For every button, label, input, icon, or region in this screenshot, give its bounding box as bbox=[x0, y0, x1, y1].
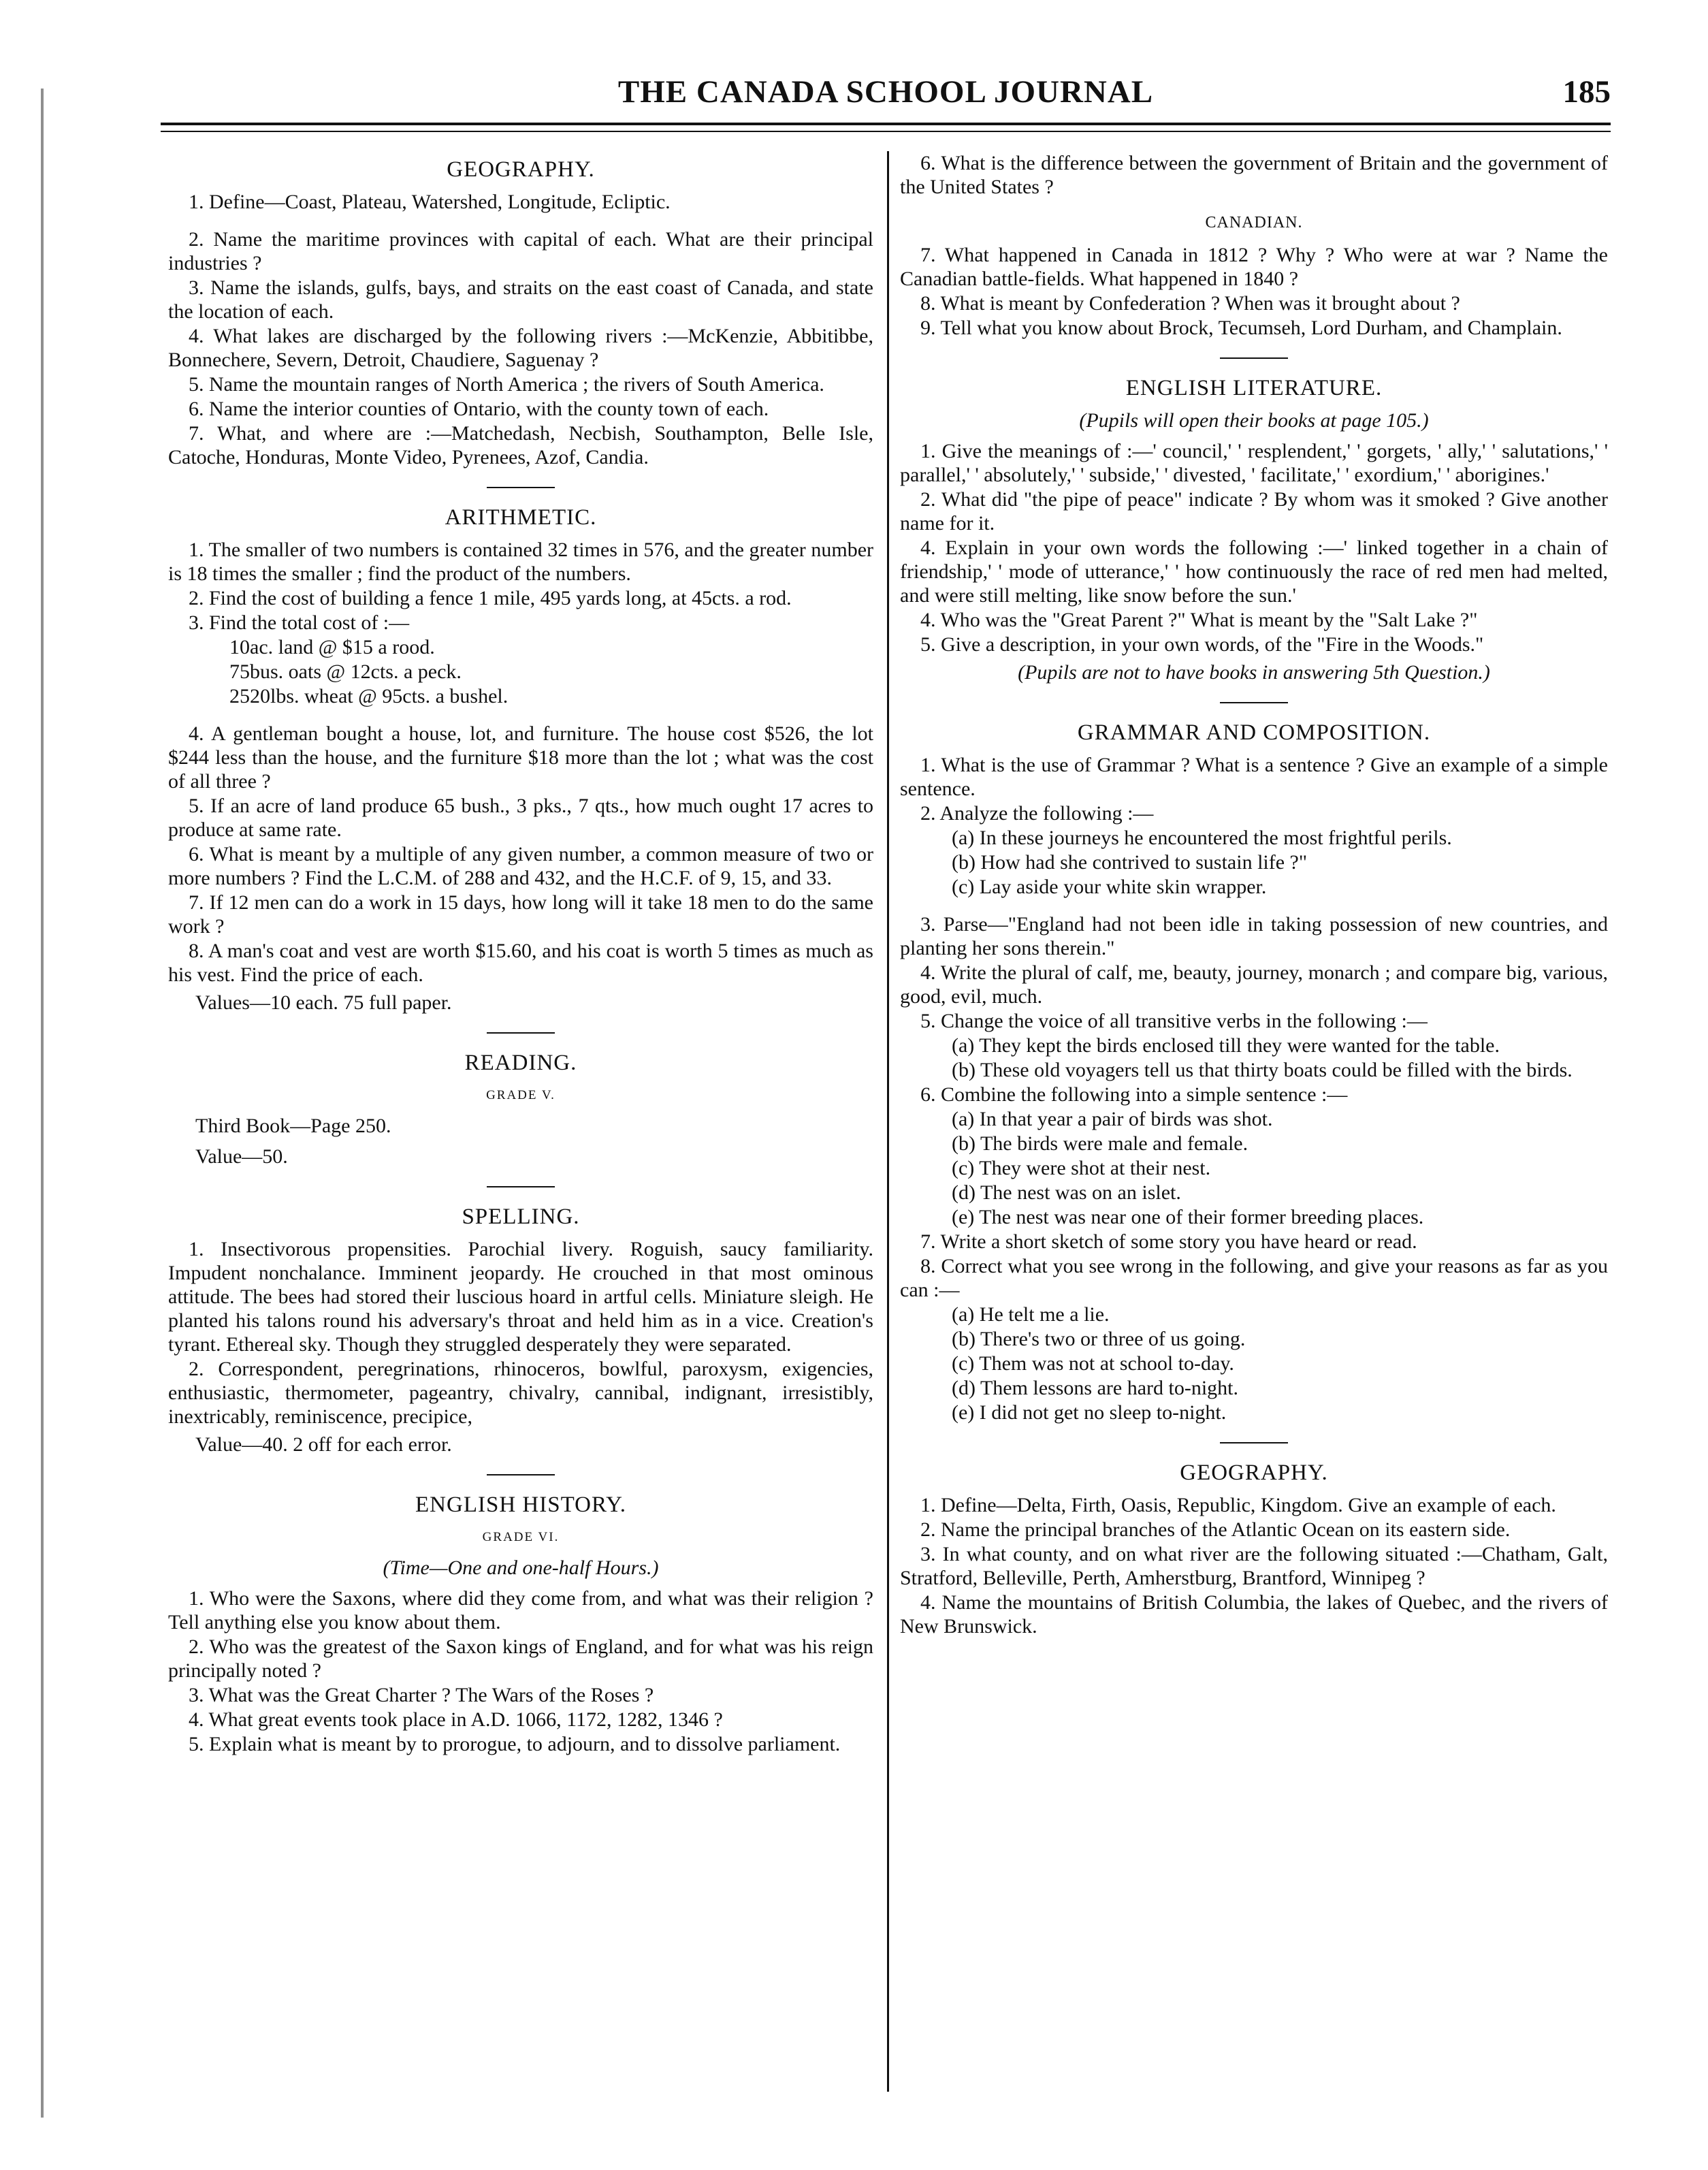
literature-note: (Pupils will open their books at page 105.) bbox=[1079, 409, 1429, 432]
section-heading-spelling: SPELLING. bbox=[462, 1204, 580, 1229]
page-header bbox=[161, 74, 1611, 114]
question: 1. The smaller of two numbers is contained 32 times in 576, and the greater number is 18 times the smaller ; find the product of the numbers. bbox=[168, 539, 873, 585]
header-rule-thin bbox=[161, 131, 1611, 132]
question: 1. What is the use of Grammar ? What is a sentence ? Give an example of a simple sentence. bbox=[900, 754, 1608, 800]
question: 2. Name the principal branches of the Atlantic Ocean on its eastern side. bbox=[920, 1518, 1511, 1541]
question: 3. In what county, and on what river are the following situated :—Chatham, Galt, Stratford, Belleville, Perth, Amherstburg, Brantford, Winnipeg ? bbox=[900, 1543, 1608, 1589]
question: 4. A gentleman bought a house, lot, and furniture. The house cost $526, the lot $244 less than the house, and the furniture $18 more than the lot ; what was the cost of all three ? bbox=[168, 722, 873, 793]
left-column bbox=[168, 151, 873, 1757]
section-heading-reading: READING. bbox=[464, 1051, 577, 1075]
sub-item: (b) There's two or three of us going. bbox=[952, 1328, 1246, 1350]
question: 2. Name the maritime provinces with capital of each. What are their principal industries ? bbox=[168, 228, 873, 274]
question: 7. If 12 men can do a work in 15 days, how long will it take 18 men to do the same work ? bbox=[168, 891, 873, 938]
spelling-words: 2. Correspondent, peregrinations, rhinoceros, bowlful, paroxysm, exigencies, enthusiastic, thermometer, pageantry, chivalry, cannibal, indignant, irresistibly, inextricably, reminiscence, precipice, bbox=[168, 1358, 873, 1428]
section-divider bbox=[487, 487, 555, 488]
sub-item: (a) They kept the birds enclosed till they were wanted for the table. bbox=[952, 1034, 1500, 1057]
section-divider bbox=[1220, 1442, 1288, 1443]
section-divider bbox=[487, 1474, 555, 1475]
section-heading-arithmetic: ARITHMETIC. bbox=[445, 505, 597, 530]
sub-item: (e) I did not get no sleep to-night. bbox=[952, 1401, 1227, 1424]
question: 5. Change the voice of all transitive verbs in the following :— bbox=[920, 1010, 1428, 1032]
question: 1. Define—Coast, Plateau, Watershed, Longitude, Ecliptic. bbox=[189, 191, 671, 213]
question: 6. Name the interior counties of Ontario, with the county town of each. bbox=[189, 398, 769, 420]
grade-label: GRADE V. bbox=[486, 1088, 555, 1102]
question: 4. Explain in your own words the following :—' linked together in a chain of friendship,' ' mode of utterance,' ' how continuously the race of red men had melted, and were still melting, like snow before the sun.' bbox=[900, 537, 1608, 607]
reading-book: Third Book—Page 250. bbox=[195, 1115, 391, 1137]
sub-item: (a) He telt me a lie. bbox=[952, 1303, 1110, 1326]
journal-title: THE CANADA SCHOOL JOURNAL bbox=[617, 74, 1154, 110]
section-heading-english-history: ENGLISH HISTORY. bbox=[415, 1493, 626, 1517]
section-divider bbox=[487, 1186, 555, 1187]
question: 5. Name the mountain ranges of North America ; the rivers of South America. bbox=[189, 373, 824, 396]
section-heading-english-literature: ENGLISH LITERATURE. bbox=[1125, 376, 1383, 400]
section-heading-canadian: CANADIAN. bbox=[1205, 214, 1303, 232]
question: 6. Combine the following into a simple sentence :— bbox=[920, 1083, 1348, 1106]
question: 4. Write the plural of calf, me, beauty, journey, monarch ; and compare big, various, good, evil, much. bbox=[900, 961, 1608, 1008]
binding-edge-mark bbox=[41, 89, 44, 2118]
question: 8. What is meant by Confederation ? When was it brought about ? bbox=[920, 292, 1460, 315]
question: 5. Explain what is meant by to prorogue, to adjourn, and to dissolve parliament. bbox=[189, 1733, 841, 1755]
question: 8. Correct what you see wrong in the following, and give your reasons as far as you can :— bbox=[900, 1255, 1608, 1301]
cost-line: 75bus. oats @ 12cts. a peck. bbox=[229, 660, 462, 683]
section-heading-geography-2: GEOGRAPHY. bbox=[1180, 1461, 1328, 1485]
question: 3. What was the Great Charter ? The Wars of the Roses ? bbox=[189, 1684, 654, 1706]
column-divider bbox=[887, 151, 889, 2092]
time-note: (Time—One and one-half Hours.) bbox=[383, 1557, 659, 1579]
question: 8. A man's coat and vest are worth $15.60, and his coat is worth 5 times as much as his vest. Find the price of each. bbox=[168, 940, 873, 986]
sub-item: (d) Them lessons are hard to-night. bbox=[952, 1377, 1239, 1399]
question: 2. Who was the greatest of the Saxon kings of England, and for what was his reign principally noted ? bbox=[168, 1636, 873, 1682]
spelling-value: Value—40. 2 off for each error. bbox=[195, 1433, 452, 1456]
sub-item: (b) These old voyagers tell us that thirty boats could be filled with the birds. bbox=[952, 1059, 1573, 1081]
question: 1. Who were the Saxons, where did they come from, and what was their religion ? Tell anything else you know about them. bbox=[168, 1587, 873, 1633]
question: 7. What happened in Canada in 1812 ? Why ? Who were at war ? Name the Canadian battle-fields. What happened in 1840 ? bbox=[900, 244, 1608, 290]
question: 4. Name the mountains of British Columbia, the lakes of Quebec, and the rivers of New Brunswick. bbox=[900, 1591, 1608, 1638]
question: 3. Parse—"England had not been idle in taking possession of new countries, and planting her sons therein." bbox=[900, 913, 1608, 959]
literature-note-2: (Pupils are not to have books in answering 5th Question.) bbox=[1018, 661, 1490, 684]
question: 1. Give the meanings of :—' council,' ' resplendent,' ' gorgets, ' ally,' ' salutations,' ' parallel,' ' absolutely,' ' subside,' ' divested, ' facilitate,' ' exordium,' ' aborigines.' bbox=[900, 440, 1608, 486]
section-heading-grammar: GRAMMAR AND COMPOSITION. bbox=[1077, 720, 1431, 745]
question: 7. What, and where are :—Matchedash, Necbish, Southampton, Belle Isle, Catoche, Honduras, Monte Video, Pyrenees, Azof, Candia. bbox=[168, 422, 873, 468]
question: 2. What did "the pipe of peace" indicate ? By whom was it smoked ? Give another name for it. bbox=[900, 488, 1608, 534]
question: 7. Write a short sketch of some story you have heard or read. bbox=[920, 1230, 1417, 1253]
question: 1. Define—Delta, Firth, Oasis, Republic, Kingdom. Give an example of each. bbox=[920, 1494, 1556, 1516]
question: 2. Analyze the following :— bbox=[920, 802, 1154, 825]
sub-item: (e) The nest was near one of their former breeding places. bbox=[952, 1206, 1424, 1228]
question: 5. If an acre of land produce 65 bush., 3 pks., 7 qts., how much ought 17 acres to produce at same rate. bbox=[168, 795, 873, 841]
question: 6. What is the difference between the government of Britain and the government of the United States ? bbox=[900, 152, 1608, 198]
question: 2. Find the cost of building a fence 1 mile, 495 yards long, at 45cts. a rod. bbox=[189, 587, 792, 609]
section-divider bbox=[1220, 357, 1288, 359]
cost-line: 10ac. land @ $15 a rood. bbox=[229, 636, 435, 658]
sub-item: (b) How had she contrived to sustain life ?" bbox=[952, 851, 1308, 874]
question: 4. Who was the "Great Parent ?" What is meant by the "Salt Lake ?" bbox=[920, 609, 1478, 631]
sub-item: (b) The birds were male and female. bbox=[952, 1132, 1248, 1155]
grade-label: GRADE VI. bbox=[482, 1530, 560, 1544]
cost-line: 2520lbs. wheat @ 95cts. a bushel. bbox=[229, 685, 509, 707]
question: 4. What lakes are discharged by the following rivers :—McKenzie, Abbitibbe, Bonnechere, Severn, Detroit, Chaudiere, Saguenay ? bbox=[168, 325, 873, 371]
section-divider bbox=[487, 1032, 555, 1034]
page-number: 185 bbox=[1562, 74, 1611, 110]
spelling-passage: 1. Insectivorous propensities. Parochial livery. Roguish, saucy familiarity. Impudent nonchalance. Imminent jeopardy. He crouched in that most ominous attitude. The bees had stored their luscious hoard in artful cells. Miniature sleigh. He planted his talons round his adversary's throat and held him as in a vice. Creation's tyrant. Ethereal sky. Though they struggled desperately they were separated. bbox=[168, 1238, 873, 1356]
sub-item: (c) Lay aside your white skin wrapper. bbox=[952, 876, 1267, 898]
question: 5. Give a description, in your own words, of the "Fire in the Woods." bbox=[920, 633, 1484, 656]
header-rule-thick bbox=[161, 123, 1611, 125]
reading-value: Value—50. bbox=[195, 1145, 288, 1168]
sub-item: (a) In these journeys he encountered the most frightful perils. bbox=[952, 827, 1452, 849]
values-note: Values—10 each. 75 full paper. bbox=[195, 991, 452, 1014]
right-column bbox=[900, 151, 1608, 1639]
question: 3. Find the total cost of :— bbox=[189, 611, 410, 634]
question: 3. Name the islands, gulfs, bays, and straits on the east coast of Canada, and state the location of each. bbox=[168, 276, 873, 323]
sub-item: (c) Them was not at school to-day. bbox=[952, 1352, 1234, 1375]
sub-item: (a) In that year a pair of birds was shot. bbox=[952, 1108, 1273, 1130]
section-divider bbox=[1220, 702, 1288, 703]
sub-item: (d) The nest was on an islet. bbox=[952, 1181, 1181, 1204]
question: 4. What great events took place in A.D. 1066, 1172, 1282, 1346 ? bbox=[189, 1708, 723, 1731]
question: 9. Tell what you know about Brock, Tecumseh, Lord Durham, and Champlain. bbox=[920, 317, 1562, 339]
section-heading-geography: GEOGRAPHY. bbox=[447, 157, 595, 182]
question: 6. What is meant by a multiple of any given number, a common measure of two or more numbers ? Find the L.C.M. of 288 and 432, and the H.C.F. of 9, 15, and 33. bbox=[168, 843, 873, 889]
sub-item: (c) They were shot at their nest. bbox=[952, 1157, 1211, 1179]
